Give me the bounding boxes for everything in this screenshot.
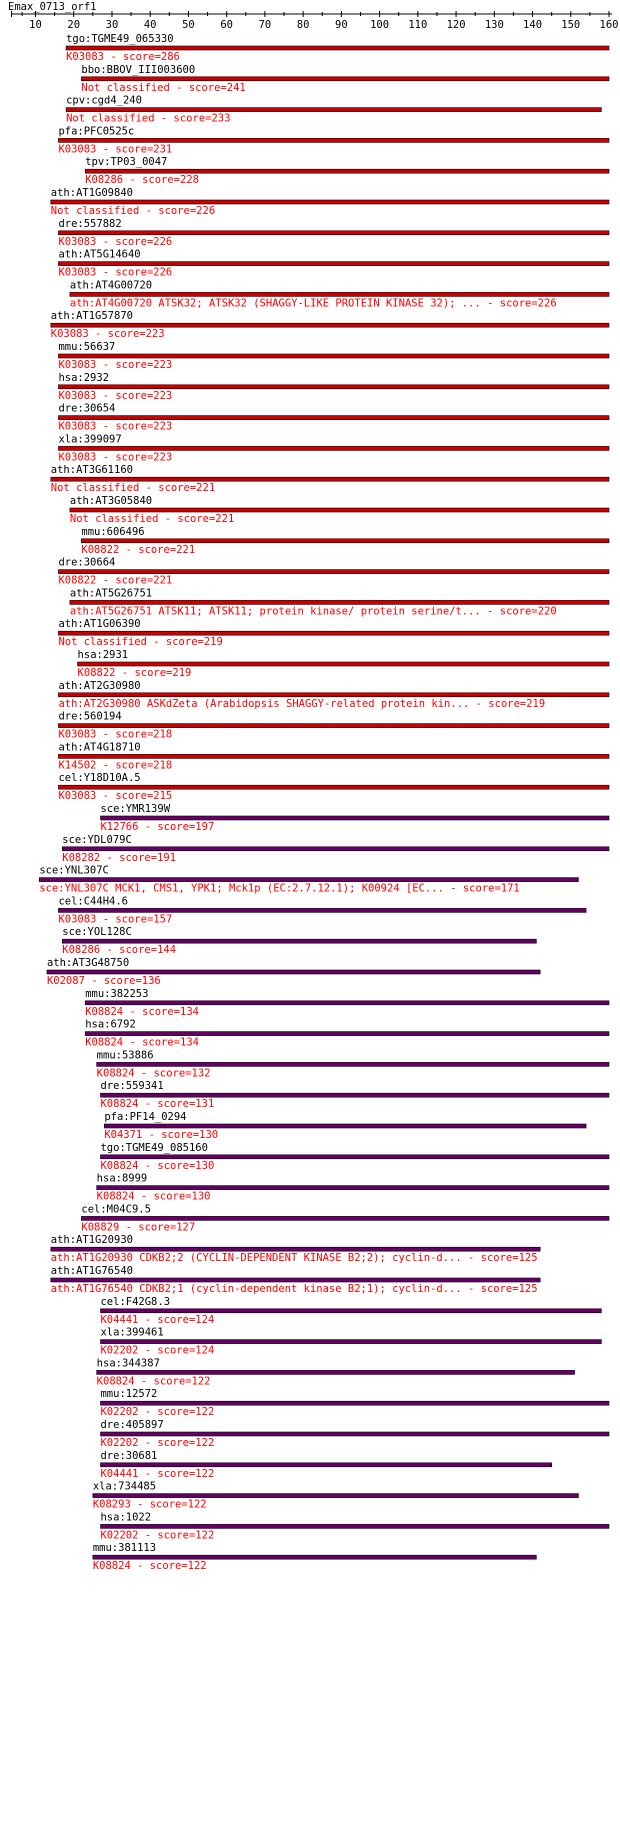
hit-row[interactable] <box>58 341 609 371</box>
hit-name[interactable]: pfa:PFC0525c <box>58 125 135 138</box>
hit-name[interactable]: mmu:53886 <box>96 1049 154 1062</box>
hit-alignment-bar[interactable] <box>51 1247 540 1251</box>
hit-name[interactable]: tpv:TP03_0047 <box>85 156 168 169</box>
hit-row[interactable] <box>62 926 536 956</box>
hit-alignment-bar[interactable] <box>39 878 578 882</box>
hit-alignment-bar[interactable] <box>58 138 609 142</box>
ruler-tick-label: 160 <box>599 19 619 31</box>
hit-description[interactable]: K03083 - score=286 <box>66 51 180 63</box>
hit-alignment-bar[interactable] <box>58 446 609 450</box>
hit-name[interactable]: dre:560194 <box>58 710 122 723</box>
hit-description[interactable]: K08282 - score=191 <box>62 851 177 864</box>
hit-description[interactable]: K04371 - score=130 <box>104 1129 219 1141</box>
hit-name[interactable]: mmu:381113 <box>92 1542 157 1555</box>
hit-name[interactable]: xla:399461 <box>100 1326 164 1339</box>
ruler-tick-label: 110 <box>408 19 428 31</box>
ruler-tick-label: 20 <box>67 19 81 31</box>
hit-row[interactable] <box>100 1388 609 1418</box>
hit-alignment-bar[interactable] <box>70 508 609 512</box>
hit-alignment-bar[interactable] <box>58 908 586 912</box>
hit-alignment-bar[interactable] <box>81 539 609 543</box>
hit-row[interactable] <box>100 1296 601 1326</box>
hit-name[interactable]: ath:AT4G18710 <box>58 741 141 754</box>
hit-name[interactable]: mmu:56637 <box>58 341 116 353</box>
ruler-tick-label: 40 <box>143 19 157 31</box>
hit-name[interactable]: dre:405897 <box>100 1419 164 1431</box>
ruler-tick-label: 100 <box>370 19 390 31</box>
hit-name[interactable]: pfa:PF14_0294 <box>104 1111 187 1123</box>
hit-description[interactable]: K02202 - score=122 <box>100 1406 215 1419</box>
hit-alignment-bar[interactable] <box>66 46 609 50</box>
hit-name[interactable]: bbo:BBOV_III003600 <box>81 63 196 76</box>
hit-description[interactable]: K03083 - score=223 <box>58 420 173 433</box>
hit-row[interactable] <box>62 834 609 864</box>
hit-name[interactable]: sce:YMR139W <box>100 803 171 815</box>
hit-name[interactable]: tgo:TGME49_085160 <box>100 1141 208 1154</box>
hit-row[interactable] <box>58 433 609 463</box>
hit-row[interactable] <box>58 218 609 248</box>
hit-row[interactable] <box>70 587 609 617</box>
hit-description[interactable]: K03083 - score=223 <box>50 328 165 341</box>
hit-name[interactable]: xla:734485 <box>92 1480 157 1493</box>
hit-description[interactable]: K08824 - score=122 <box>92 1560 207 1573</box>
hit-description[interactable]: K14502 - score=218 <box>58 759 173 772</box>
hit-row[interactable] <box>85 1019 609 1049</box>
hit-row[interactable] <box>100 1142 609 1172</box>
hit-row[interactable] <box>58 372 609 402</box>
hit-alignment-bar[interactable] <box>100 1155 609 1159</box>
hit-row[interactable] <box>93 1481 579 1511</box>
hit-alignment-bar[interactable] <box>81 1216 609 1220</box>
hit-alignment-bar[interactable] <box>85 169 609 173</box>
hit-description[interactable]: K02202 - score=122 <box>100 1529 215 1542</box>
hit-alignment-bar[interactable] <box>104 1124 586 1128</box>
hit-row[interactable] <box>85 988 609 1018</box>
hit-name[interactable]: hsa:1022 <box>100 1511 152 1524</box>
hit-description[interactable]: K08824 - score=134 <box>85 1036 200 1049</box>
hit-name[interactable]: tgo:TGME49_065330 <box>66 33 174 45</box>
ruler-tick-label: 80 <box>296 19 310 31</box>
position-ruler <box>12 11 619 31</box>
hit-alignment-bar[interactable] <box>58 354 609 358</box>
hit-row[interactable] <box>81 64 609 94</box>
hit-row[interactable] <box>104 1111 586 1141</box>
hit-alignment-bar[interactable] <box>51 477 609 481</box>
hit-row[interactable] <box>78 649 609 679</box>
hit-alignment-bar[interactable] <box>58 385 609 389</box>
hit-row[interactable] <box>51 187 609 217</box>
hit-row[interactable] <box>97 1049 609 1079</box>
ruler-tick-label: 60 <box>220 19 233 31</box>
hit-row[interactable] <box>100 1450 551 1480</box>
hit-row[interactable] <box>97 1173 609 1203</box>
ruler-tick-label: 10 <box>29 19 42 31</box>
hit-row[interactable] <box>58 772 609 802</box>
hit-description[interactable]: K04441 - score=122 <box>100 1467 215 1480</box>
hit-alignment-bar[interactable] <box>100 1340 601 1344</box>
hit-alignment-bar[interactable] <box>58 631 609 635</box>
hit-name[interactable]: mmu:12572 <box>100 1388 158 1401</box>
hit-row[interactable] <box>100 1327 601 1357</box>
ruler-tick-label: 140 <box>523 19 543 31</box>
hit-row[interactable] <box>81 1203 609 1233</box>
hit-row[interactable] <box>100 1511 609 1541</box>
hit-alignment-bar[interactable] <box>51 200 609 204</box>
hit-alignment-bar[interactable] <box>51 323 609 327</box>
hit-name[interactable]: hsa:2932 <box>58 371 110 384</box>
hit-description[interactable]: K08286 - score=228 <box>85 174 200 187</box>
hit-alignment-bar[interactable] <box>58 416 609 420</box>
hit-alignment-bar[interactable] <box>70 600 609 604</box>
hit-description[interactable]: K03083 - score=215 <box>58 790 173 803</box>
hit-description[interactable]: K08822 - score=221 <box>58 574 173 587</box>
hit-row[interactable] <box>93 1542 537 1572</box>
hit-row[interactable] <box>51 310 609 340</box>
hit-description[interactable]: K08293 - score=122 <box>92 1498 207 1511</box>
hit-name[interactable]: dre:30654 <box>58 402 116 415</box>
hit-name[interactable]: cpv:cgd4_240 <box>66 94 142 107</box>
hit-description[interactable]: K12766 - score=197 <box>100 821 215 833</box>
hit-alignment-bar[interactable] <box>85 1001 609 1005</box>
hit-name[interactable]: dre:559341 <box>100 1080 164 1093</box>
hit-name[interactable]: hsa:2931 <box>77 649 129 661</box>
hit-description[interactable]: Not classified - score=221 <box>50 482 216 495</box>
hit-alignment-bar[interactable] <box>100 1093 609 1097</box>
hit-description[interactable]: Not classified - score=219 <box>58 636 223 649</box>
hit-row[interactable] <box>58 403 609 433</box>
hit-row[interactable] <box>47 957 540 987</box>
ruler-tick-label: 150 <box>561 19 581 31</box>
hit-alignment-bar[interactable] <box>58 724 609 728</box>
hit-name[interactable]: dre:557882 <box>58 217 122 230</box>
ruler-tick-label: 130 <box>484 19 504 31</box>
hit-row[interactable] <box>58 895 586 925</box>
hit-alignment-bar[interactable] <box>85 1032 609 1036</box>
hit-alignment-bar[interactable] <box>100 1524 609 1528</box>
hit-row[interactable] <box>51 1234 540 1264</box>
hit-alignment-bar[interactable] <box>66 108 601 112</box>
hit-name[interactable]: cel:F42G8.3 <box>100 1295 171 1308</box>
hit-row[interactable] <box>70 279 609 309</box>
hit-name[interactable]: ath:AT2G30980 <box>58 679 141 692</box>
hit-row[interactable] <box>81 526 609 556</box>
hit-row[interactable] <box>97 1357 575 1387</box>
hit-description[interactable]: K03083 - score=223 <box>58 359 173 371</box>
hit-alignment-bar[interactable] <box>47 970 540 974</box>
hit-alignment-bar[interactable] <box>51 1278 540 1282</box>
hit-description[interactable]: K03083 - score=226 <box>58 235 173 248</box>
hit-description[interactable]: K08829 - score=127 <box>81 1221 196 1234</box>
hit-alignment-bar[interactable] <box>58 785 609 789</box>
hit-alignment-bar[interactable] <box>93 1494 579 1498</box>
hit-name[interactable]: ath:AT5G26751 <box>69 587 153 600</box>
hit-description[interactable]: ath:AT1G20930 CDKB2;2 (CYCLIN-DEPENDENT KINASE B2;2); cyclin-d... - score=125 <box>50 1252 538 1265</box>
hit-alignment-bar[interactable] <box>81 77 609 81</box>
hit-name[interactable]: ath:AT3G61160 <box>50 464 133 477</box>
hit-list <box>39 33 609 1572</box>
hit-name[interactable]: ath:AT1G76540 <box>50 1265 133 1277</box>
hit-alignment-bar[interactable] <box>58 231 609 235</box>
hit-name[interactable]: hsa:6792 <box>85 1018 136 1031</box>
hit-row[interactable] <box>58 711 609 741</box>
hit-description[interactable]: K08824 - score=131 <box>100 1098 215 1111</box>
hit-description[interactable]: K03083 - score=226 <box>58 266 173 279</box>
hit-description[interactable]: K03083 - score=231 <box>58 143 173 156</box>
hit-name[interactable]: mmu:382253 <box>85 987 149 1000</box>
hit-row[interactable] <box>51 1265 540 1295</box>
hit-alignment-bar[interactable] <box>97 1062 609 1066</box>
hit-row[interactable] <box>58 741 609 771</box>
hit-name[interactable]: sce:YNL307C <box>39 864 109 877</box>
hit-name[interactable]: ath:AT3G48750 <box>46 957 130 969</box>
hit-description[interactable]: ath:AT4G00720 ATSK32; ATSK32 (SHAGGY-LIKE PROTEIN KINASE 32); ... - score=226 <box>69 297 557 310</box>
hit-row[interactable] <box>100 1419 609 1449</box>
hit-name[interactable]: mmu:606496 <box>81 525 145 538</box>
hit-row[interactable] <box>100 1080 609 1110</box>
hit-name[interactable]: ath:AT1G57870 <box>50 310 133 323</box>
hit-description[interactable]: K04441 - score=124 <box>100 1313 215 1326</box>
hit-name[interactable]: cel:Y18D10A.5 <box>58 772 141 785</box>
hit-description[interactable]: K08824 - score=122 <box>96 1375 211 1388</box>
hit-row[interactable] <box>39 865 578 895</box>
hit-row[interactable] <box>58 249 609 279</box>
hit-description[interactable]: K03083 - score=223 <box>58 451 173 464</box>
hit-name[interactable]: ath:AT1G09840 <box>50 187 133 199</box>
hit-name[interactable]: dre:30664 <box>58 556 116 569</box>
hit-alignment-bar[interactable] <box>100 816 609 820</box>
hit-row[interactable] <box>58 125 609 155</box>
hit-name[interactable]: hsa:8999 <box>96 1172 148 1185</box>
hit-description[interactable]: K03083 - score=218 <box>58 728 173 741</box>
hit-alignment-bar[interactable] <box>62 847 609 851</box>
hit-row[interactable] <box>58 618 609 648</box>
hit-description[interactable]: K02087 - score=136 <box>46 975 161 987</box>
hit-row[interactable] <box>70 495 609 525</box>
hit-description[interactable]: K03083 - score=157 <box>58 913 173 926</box>
hit-alignment-bar[interactable] <box>58 693 609 697</box>
hit-alignment-bar[interactable] <box>93 1555 537 1559</box>
hit-alignment-bar[interactable] <box>100 1432 609 1436</box>
hit-alignment-bar[interactable] <box>58 262 609 266</box>
hit-name[interactable]: ath:AT1G20930 <box>50 1234 133 1247</box>
hit-description[interactable]: K08824 - score=130 <box>100 1159 215 1172</box>
hit-name[interactable]: xla:399097 <box>58 433 122 446</box>
hit-row[interactable] <box>85 156 609 186</box>
hit-name[interactable]: dre:30681 <box>100 1449 158 1462</box>
hit-alignment-bar[interactable] <box>58 754 609 758</box>
ruler-tick-label: 50 <box>182 19 195 31</box>
hit-name[interactable]: ath:AT5G14640 <box>58 248 141 261</box>
hit-description[interactable]: K08824 - score=134 <box>85 1005 200 1018</box>
hit-alignment-bar[interactable] <box>100 1309 601 1313</box>
hit-name[interactable]: sce:YOL128C <box>62 926 132 939</box>
hit-description[interactable]: K08286 - score=144 <box>62 944 177 957</box>
hit-description[interactable]: Not classified - score=221 <box>69 513 235 525</box>
hit-name[interactable]: hsa:344387 <box>96 1357 160 1370</box>
hit-name[interactable]: sce:YDL079C <box>62 833 132 846</box>
hit-description[interactable]: Not classified - score=233 <box>66 112 231 125</box>
hit-alignment-bar[interactable] <box>97 1370 575 1374</box>
hit-description[interactable]: Not classified - score=226 <box>50 205 216 217</box>
hit-row[interactable] <box>51 464 609 494</box>
hit-name[interactable]: cel:M04C9.5 <box>81 1203 151 1216</box>
hit-name[interactable]: ath:AT4G00720 <box>69 279 153 292</box>
ruler-tick-label: 90 <box>335 19 348 31</box>
hit-alignment-bar[interactable] <box>62 939 536 943</box>
hit-description[interactable]: K08824 - score=130 <box>96 1190 211 1203</box>
hit-description[interactable]: K08824 - score=132 <box>96 1067 211 1080</box>
hit-description[interactable]: Not classified - score=241 <box>81 81 246 94</box>
hit-alignment-bar[interactable] <box>78 662 609 666</box>
hit-description[interactable]: K02202 - score=122 <box>100 1437 215 1449</box>
hit-name[interactable]: ath:AT1G06390 <box>58 618 141 631</box>
hit-alignment-bar[interactable] <box>58 570 609 574</box>
query-title: Emax_0713_orf1 <box>8 1 97 13</box>
hit-name[interactable]: cel:C44H4.6 <box>58 895 128 908</box>
ruler-tick-label: 70 <box>258 19 272 31</box>
ruler-tick-label: 120 <box>446 19 466 31</box>
hit-alignment-bar[interactable] <box>70 292 609 296</box>
hit-description[interactable]: K02202 - score=124 <box>100 1344 215 1357</box>
hit-row[interactable] <box>58 557 609 587</box>
hit-description[interactable]: ath:AT1G76540 CDKB2;1 (cyclin-dependent kinase B2;1); cyclin-d... - score=125 <box>50 1283 538 1295</box>
hit-name[interactable]: ath:AT3G05840 <box>69 495 153 507</box>
hit-row[interactable] <box>58 680 609 710</box>
hit-row[interactable] <box>66 33 609 63</box>
hit-alignment-bar[interactable] <box>97 1186 609 1190</box>
hit-row[interactable] <box>100 803 609 833</box>
ruler-tick-label: 30 <box>105 19 119 31</box>
hit-description[interactable]: sce:YNL307C MCK1, CMS1, YPK1; Mck1p (EC:2.7.12.1); K00924 [EC... - score=171 <box>39 882 520 895</box>
hit-row[interactable] <box>66 95 601 125</box>
hit-alignment-bar[interactable] <box>100 1401 609 1405</box>
hit-description[interactable]: K08822 - score=219 <box>77 667 192 679</box>
hit-description[interactable]: ath:AT2G30980 ASKdZeta (Arabidopsis SHAGGY-related protein kin... - score=219 <box>58 697 546 710</box>
hit-description[interactable]: ath:AT5G26751 ATSK11; ATSK11; protein kinase/ protein serine/t... - score=220 <box>69 605 557 618</box>
hit-alignment-bar[interactable] <box>100 1463 551 1467</box>
hit-description[interactable]: K03083 - score=223 <box>58 389 173 402</box>
hit-description[interactable]: K08822 - score=221 <box>81 543 196 556</box>
